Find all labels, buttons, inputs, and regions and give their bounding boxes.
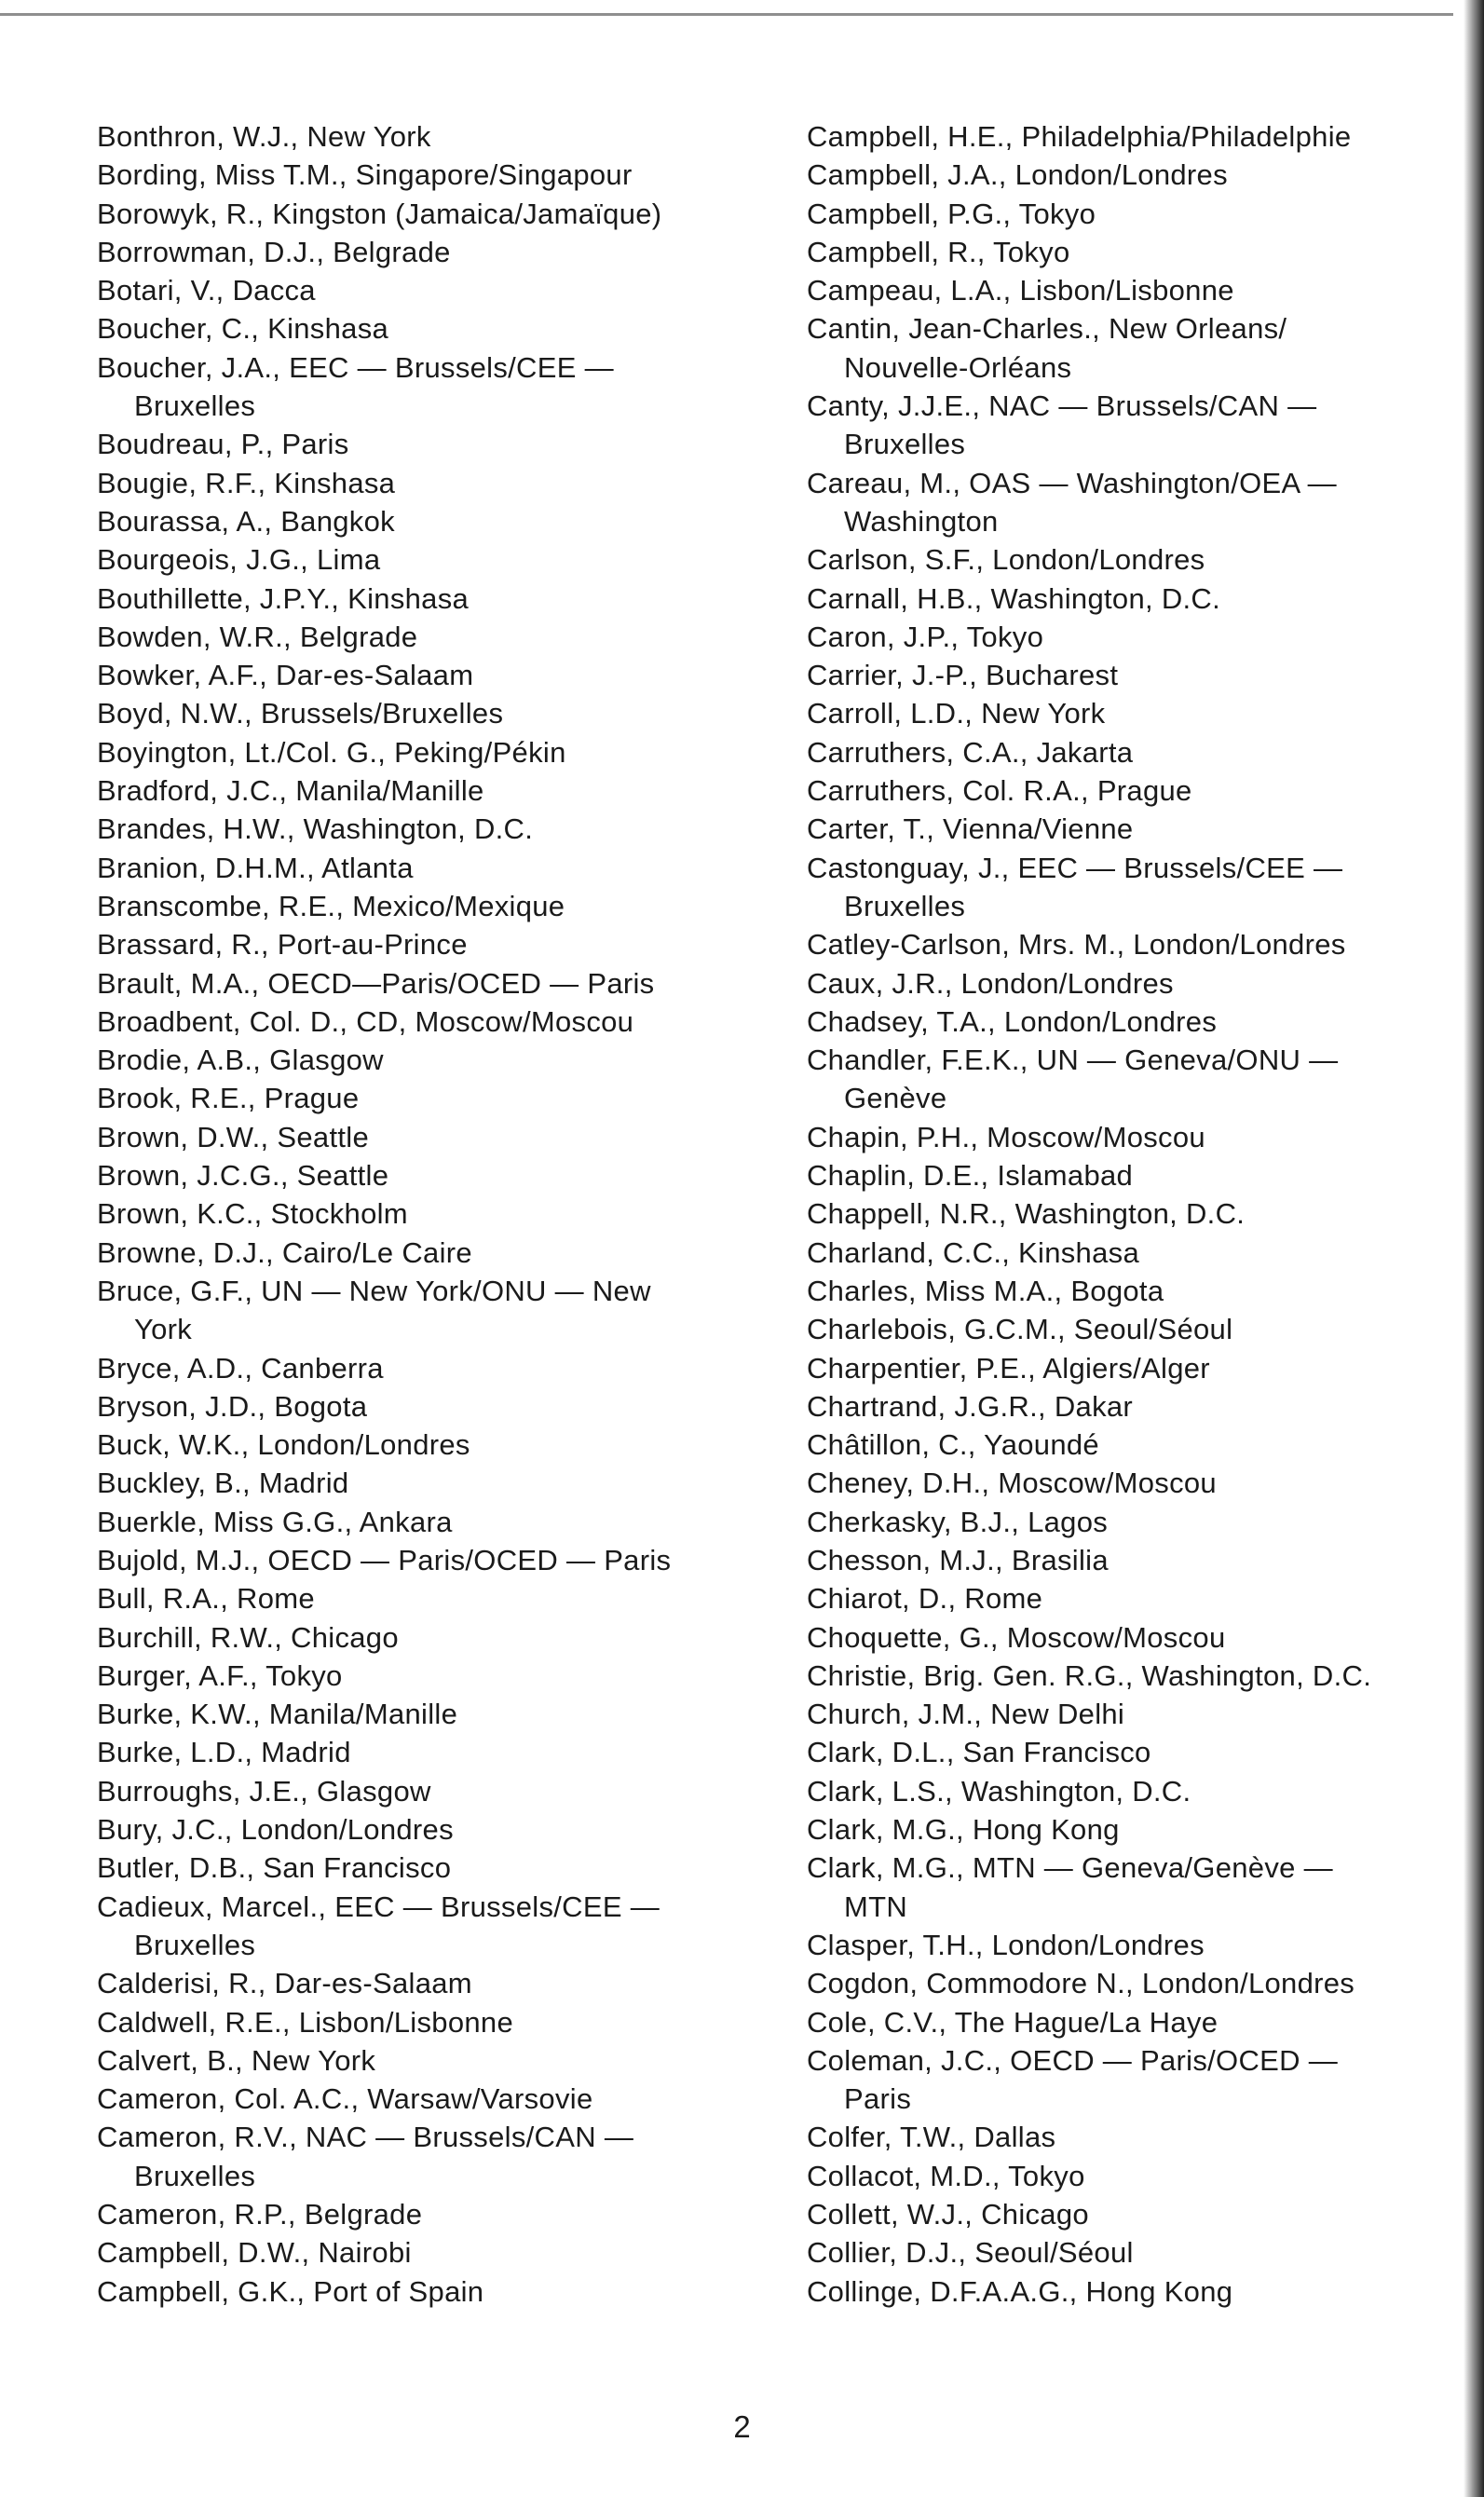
entry-text: Brodie, A.B., Glasgow (97, 1044, 384, 1077)
directory-entry (97, 1156, 805, 1194)
directory-entry (97, 2118, 805, 2195)
entry-text: Church, J.M., New Delhi (807, 1698, 1125, 1731)
right-column (807, 117, 1484, 2311)
directory-entry (807, 2003, 1484, 2041)
directory-entry (97, 195, 805, 233)
directory-entry (97, 1888, 805, 1965)
directory-entry (807, 1772, 1484, 1810)
directory-entry (97, 2080, 805, 2118)
entry-text: Brandes, H.W., Washington, D.C. (97, 812, 534, 846)
left-column (97, 117, 805, 2311)
directory-entry (97, 1657, 805, 1695)
entry-text: Bougie, R.F., Kinshasa (97, 466, 396, 499)
directory-entry (807, 2041, 1484, 2119)
entry-text: Campbell, D.W., Nairobi (97, 2236, 412, 2270)
entry-text: Bury, J.C., London/Londres (97, 1813, 454, 1847)
entry-text: Campbell, R., Tokyo (807, 235, 1070, 268)
entry-text: Borowyk, R., Kingston (Jamaica/Jamaïque) (97, 197, 662, 230)
entry-text: Bording, Miss T.M., Singapore/Singapour (97, 158, 633, 192)
directory-entry (807, 1387, 1484, 1426)
directory-entry (807, 1695, 1484, 1733)
directory-entry (97, 2195, 805, 2233)
entry-text: Cadieux, Marcel., EEC — Brussels/CEE — (97, 1890, 660, 1923)
entry-text: Burger, A.F., Tokyo (97, 1658, 343, 1692)
directory-entry (97, 309, 805, 348)
directory-entry (97, 733, 805, 771)
entry-text: Clasper, T.H., London/Londres (807, 1928, 1205, 1961)
directory-entry (807, 2233, 1484, 2272)
entry-text: Bowden, W.R., Belgrade (97, 620, 418, 653)
entry-continuation: MTN (844, 1890, 908, 1923)
entry-text: Choquette, G., Moscow/Moscou (807, 1620, 1226, 1654)
entry-text: Carruthers, C.A., Jakarta (807, 735, 1134, 769)
entry-text: Christie, Brig. Gen. R.G., Washington, D.C. (807, 1658, 1372, 1692)
entry-text: Campbell, P.G., Tokyo (807, 197, 1096, 230)
entry-text: Bowker, A.F., Dar-es-Salaam (97, 659, 474, 692)
entry-text: Carlson, S.F., London/Londres (807, 543, 1205, 577)
entry-text: Chaplin, D.E., Islamabad (807, 1159, 1134, 1193)
directory-entry (807, 2195, 1484, 2233)
entry-text: Châtillon, C., Yaoundé (807, 1428, 1099, 1462)
directory-entry (807, 1849, 1484, 1926)
entry-text: Bourgeois, J.G., Lima (97, 543, 381, 577)
directory-entry (807, 1926, 1484, 1964)
top-rule (0, 13, 1453, 16)
directory-entry (807, 618, 1484, 656)
directory-entry (97, 1541, 805, 1579)
directory-entry (807, 1964, 1484, 2002)
entry-text: Boucher, J.A., EEC — Brussels/CEE — (97, 350, 614, 384)
directory-entry (97, 1349, 805, 1387)
directory-entry (807, 733, 1484, 771)
entry-text: Catley-Carlson, Mrs. M., London/Londres (807, 928, 1346, 962)
directory-entry (807, 1541, 1484, 1579)
directory-entry (97, 1464, 805, 1502)
entry-text: Burroughs, J.E., Glasgow (97, 1774, 431, 1808)
entry-text: Burke, K.W., Manila/Manille (97, 1698, 458, 1731)
directory-entry (807, 810, 1484, 848)
entry-text: Carter, T., Vienna/Vienne (807, 812, 1134, 846)
directory-entry (97, 1772, 805, 1810)
directory-entry (97, 156, 805, 194)
directory-entry (807, 1310, 1484, 1348)
entry-text: Campeau, L.A., Lisbon/Lisbonne (807, 274, 1234, 307)
directory-entry (807, 1618, 1484, 1657)
directory-entry (807, 1810, 1484, 1849)
directory-entry (97, 2233, 805, 2272)
entry-text: Campbell, H.E., Philadelphia/Philadelphie (807, 120, 1352, 153)
page-number: 2 (733, 2409, 751, 2444)
entry-text: Canty, J.J.E., NAC — Brussels/CAN — (807, 389, 1317, 423)
directory-entry (97, 1733, 805, 1771)
entry-text: Clark, M.G., MTN — Geneva/Genève — (807, 1851, 1333, 1885)
entry-text: Chesson, M.J., Brasilia (807, 1543, 1109, 1576)
directory-entry (97, 1079, 805, 1117)
directory-entry (97, 1618, 805, 1657)
entry-text: Buckley, B., Madrid (97, 1467, 349, 1500)
directory-entry (807, 1156, 1484, 1194)
entry-text: Cameron, R.V., NAC — Brussels/CAN — (97, 2121, 634, 2154)
entry-text: Cantin, Jean-Charles., New Orleans/ (807, 312, 1287, 346)
entry-text: Cogdon, Commodore N., London/Londres (807, 1967, 1355, 2000)
entry-text: Caldwell, R.E., Lisbon/Lisbonne (97, 2005, 513, 2039)
entry-continuation: Nouvelle-Orléans (844, 350, 1072, 384)
entry-text: Boyington, Lt./Col. G., Peking/Pékin (97, 735, 566, 769)
entry-continuation: Bruxelles (134, 389, 256, 423)
directory-entry (97, 618, 805, 656)
directory-entry (807, 694, 1484, 732)
entry-text: Cherkasky, B.J., Lagos (807, 1505, 1109, 1538)
entry-text: Chandler, F.E.K., UN — Geneva/ONU — (807, 1044, 1339, 1077)
entry-continuation: York (134, 1313, 193, 1346)
directory-entry (807, 656, 1484, 694)
directory-entry (807, 1003, 1484, 1041)
entry-text: Chapin, P.H., Moscow/Moscou (807, 1120, 1205, 1153)
directory-entry (97, 771, 805, 810)
directory-entry (97, 1810, 805, 1849)
directory-entry (97, 271, 805, 309)
directory-entry (97, 656, 805, 694)
directory-entry (807, 1579, 1484, 1617)
directory-entry (807, 1733, 1484, 1771)
entry-text: Collinge, D.F.A.A.G., Hong Kong (807, 2274, 1233, 2308)
entry-text: Calderisi, R., Dar-es-Salaam (97, 1967, 472, 2000)
directory-entry (807, 2118, 1484, 2156)
entry-text: Carroll, L.D., New York (807, 697, 1106, 730)
entry-text: Chappell, N.R., Washington, D.C. (807, 1197, 1246, 1231)
entry-text: Collacot, M.D., Tokyo (807, 2159, 1085, 2192)
directory-entry (97, 425, 805, 463)
entry-text: Cheney, D.H., Moscow/Moscou (807, 1467, 1217, 1500)
entry-continuation: Bruxelles (134, 1928, 256, 1961)
entry-text: Caux, J.R., London/Londres (807, 966, 1174, 1000)
directory-entry (97, 233, 805, 271)
entry-continuation: Paris (844, 2082, 912, 2116)
entry-text: Cameron, R.P., Belgrade (97, 2198, 423, 2231)
directory-entry (807, 117, 1484, 156)
entry-text: Bradford, J.C., Manila/Manille (97, 774, 484, 808)
directory-entry (807, 580, 1484, 618)
directory-entry (807, 387, 1484, 464)
directory-entry (97, 1041, 805, 1079)
directory-entry (97, 810, 805, 848)
directory-entry (807, 233, 1484, 271)
entry-text: Charles, Miss M.A., Bogota (807, 1274, 1164, 1307)
directory-entry (807, 1426, 1484, 1464)
entry-text: Browne, D.J., Cairo/Le Caire (97, 1235, 472, 1269)
entry-text: Collett, W.J., Chicago (807, 2198, 1089, 2231)
directory-entry (807, 771, 1484, 810)
entry-text: Calvert, B., New York (97, 2043, 376, 2077)
entry-continuation: Bruxelles (134, 2159, 256, 2192)
directory-entry (97, 540, 805, 579)
directory-entry (97, 1234, 805, 1272)
entry-continuation: Bruxelles (844, 889, 966, 922)
directory-entry (97, 1272, 805, 1349)
directory-entry (97, 2272, 805, 2311)
directory-entry (97, 887, 805, 925)
entry-text: Charpentier, P.E., Algiers/Alger (807, 1351, 1210, 1385)
entry-text: Carruthers, Col. R.A., Prague (807, 774, 1192, 808)
directory-entry (807, 1041, 1484, 1118)
entry-text: Butler, D.B., San Francisco (97, 1851, 452, 1885)
directory-entry (97, 117, 805, 156)
directory-entry (807, 2157, 1484, 2195)
entry-text: Coleman, J.C., OECD — Paris/OCED — (807, 2043, 1339, 2077)
entry-text: Branscombe, R.E., Mexico/Mexique (97, 889, 565, 922)
entry-text: Chadsey, T.A., London/Londres (807, 1004, 1218, 1038)
directory-entry (807, 964, 1484, 1003)
directory-entry (807, 1657, 1484, 1695)
directory-entry (97, 1695, 805, 1733)
directory-entry (97, 1503, 805, 1541)
entry-text: Brown, J.C.G., Seattle (97, 1159, 389, 1193)
entry-text: Clark, D.L., San Francisco (807, 1736, 1151, 1769)
entry-text: Botari, V., Dacca (97, 274, 316, 307)
entry-text: Clark, L.S., Washington, D.C. (807, 1774, 1191, 1808)
directory-entry (807, 540, 1484, 579)
directory-entry (807, 309, 1484, 387)
entry-continuation: Washington (844, 504, 999, 538)
directory-entry (97, 1003, 805, 1041)
entry-text: Cole, C.V., The Hague/La Haye (807, 2005, 1219, 2039)
directory-entry (97, 1387, 805, 1426)
directory-entry (97, 925, 805, 963)
entry-text: Caron, J.P., Tokyo (807, 620, 1044, 653)
entry-text: Buck, W.K., London/Londres (97, 1428, 470, 1462)
directory-entry (807, 464, 1484, 541)
entry-text: Boucher, C., Kinshasa (97, 312, 389, 346)
entry-continuation: Bruxelles (844, 428, 966, 461)
entry-text: Borrowman, D.J., Belgrade (97, 235, 451, 268)
directory-entry (97, 464, 805, 502)
directory-entry (97, 502, 805, 540)
entry-text: Brault, M.A., OECD—Paris/OCED — Paris (97, 966, 655, 1000)
directory-entry (97, 580, 805, 618)
directory-entry (807, 271, 1484, 309)
directory-entry (807, 1118, 1484, 1156)
entry-text: Bourassa, A., Bangkok (97, 504, 395, 538)
entry-text: Chiarot, D., Rome (807, 1582, 1043, 1616)
entry-text: Cameron, Col. A.C., Warsaw/Varsovie (97, 2082, 593, 2116)
directory-entry (97, 1579, 805, 1617)
directory-entry (97, 2003, 805, 2041)
entry-text: Castonguay, J., EEC — Brussels/CEE — (807, 851, 1343, 884)
entry-text: Bull, R.A., Rome (97, 1582, 315, 1616)
entry-text: Bujold, M.J., OECD — Paris/OCED — Paris (97, 1543, 672, 1576)
entry-text: Bryson, J.D., Bogota (97, 1389, 368, 1423)
entry-text: Broadbent, Col. D., CD, Moscow/Moscou (97, 1004, 634, 1038)
entry-text: Collier, D.J., Seoul/Séoul (807, 2236, 1134, 2270)
directory-entry (97, 1426, 805, 1464)
directory-entry (807, 925, 1484, 963)
directory-entry (807, 849, 1484, 926)
directory-entry (807, 2272, 1484, 2311)
directory-entry (807, 1503, 1484, 1541)
directory-entry (807, 1234, 1484, 1272)
entry-text: Campbell, J.A., London/Londres (807, 158, 1228, 192)
entry-text: Chartrand, J.G.R., Dakar (807, 1389, 1134, 1423)
directory-entry (97, 1849, 805, 1887)
directory-entry (807, 156, 1484, 194)
entry-continuation: Genève (844, 1082, 947, 1115)
entry-text: Bruce, G.F., UN — New York/ONU — New (97, 1274, 651, 1307)
directory-entry (807, 1349, 1484, 1387)
entry-text: Buerkle, Miss G.G., Ankara (97, 1505, 453, 1538)
entry-text: Boyd, N.W., Brussels/Bruxelles (97, 697, 504, 730)
directory-entry (97, 1964, 805, 2002)
directory-entry (97, 964, 805, 1003)
entry-text: Bonthron, W.J., New York (97, 120, 431, 153)
entry-text: Careau, M., OAS — Washington/OEA — (807, 466, 1337, 499)
entry-text: Bryce, A.D., Canberra (97, 1351, 384, 1385)
directory-entry (807, 1464, 1484, 1502)
directory-entry (807, 1272, 1484, 1310)
entry-text: Burke, L.D., Madrid (97, 1736, 351, 1769)
entry-text: Brown, D.W., Seattle (97, 1120, 369, 1153)
directory-entry (97, 1118, 805, 1156)
entry-text: Carrier, J.-P., Bucharest (807, 659, 1119, 692)
entry-text: Brown, K.C., Stockholm (97, 1197, 408, 1231)
entry-text: Colfer, T.W., Dallas (807, 2121, 1056, 2154)
entry-text: Clark, M.G., Hong Kong (807, 1813, 1120, 1847)
directory-entry (97, 2041, 805, 2080)
entry-text: Branion, D.H.M., Atlanta (97, 851, 414, 884)
entry-text: Burchill, R.W., Chicago (97, 1620, 399, 1654)
entry-text: Campbell, G.K., Port of Spain (97, 2274, 484, 2308)
directory-entry (97, 849, 805, 887)
entry-text: Brassard, R., Port-au-Prince (97, 928, 468, 962)
entry-text: Carnall, H.B., Washington, D.C. (807, 581, 1221, 615)
directory-entry (97, 348, 805, 426)
directory-entry (97, 694, 805, 732)
entry-text: Brook, R.E., Prague (97, 1082, 360, 1115)
entry-text: Charland, C.C., Kinshasa (807, 1235, 1139, 1269)
entry-text: Bouthillette, J.P.Y., Kinshasa (97, 581, 470, 615)
directory-entry (97, 1194, 805, 1233)
entry-text: Charlebois, G.C.M., Seoul/Séoul (807, 1313, 1233, 1346)
entry-text: Boudreau, P., Paris (97, 428, 349, 461)
directory-entry (807, 1194, 1484, 1233)
directory-entry (807, 195, 1484, 233)
